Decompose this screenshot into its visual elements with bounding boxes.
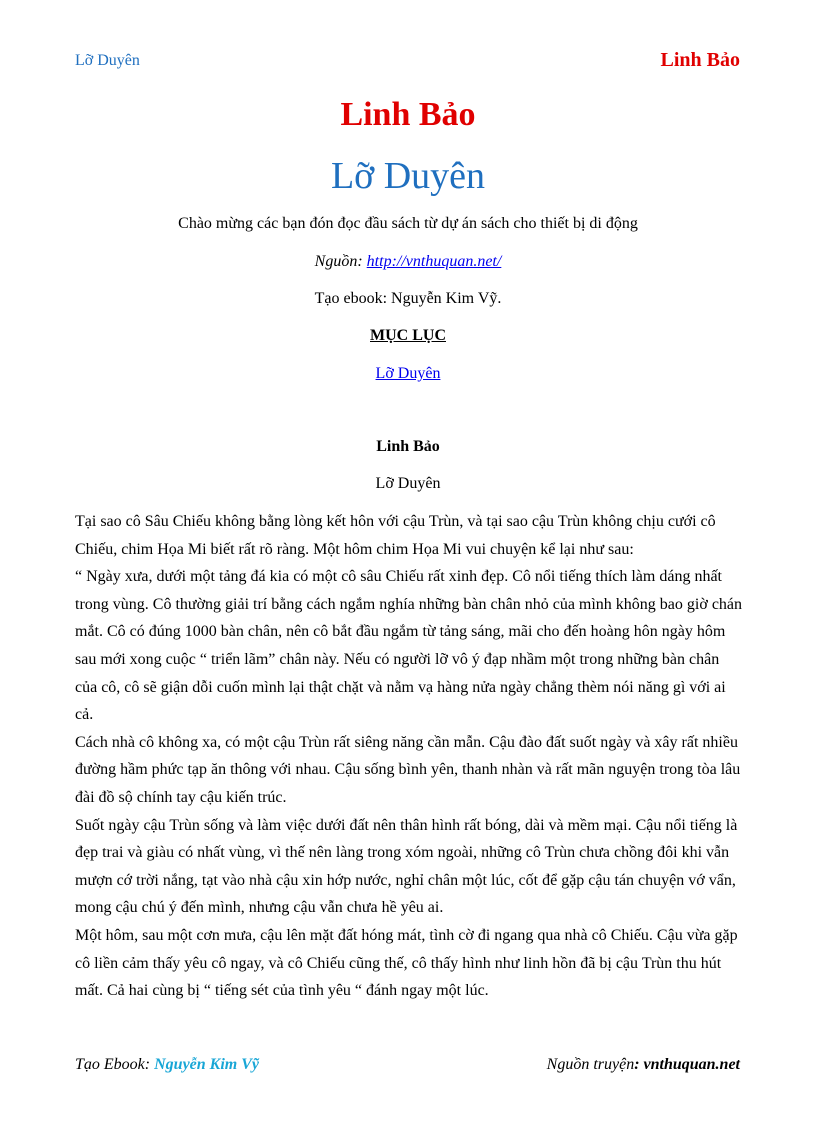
footer-source-sep: : bbox=[634, 1056, 644, 1073]
toc-link[interactable]: Lỡ Duyên bbox=[375, 365, 441, 382]
section-title: Lỡ Duyên bbox=[375, 475, 441, 492]
source-line bbox=[0, 253, 816, 271]
toc-heading: MỤC LỤC bbox=[370, 327, 446, 344]
paragraph: Một hôm, sau một cơn mưa, cậu lên mặt đất hóng mát, tình cờ đi ngang qua nhà cô Chiếu. Cậu vừa gặp cô liền cảm thấy yêu cô ngay, và cô Chiếu cũng thế, cô thấy hình như linh hồn đã bị cậu Trùn thu hút mất. Cả hai cùng bị “ tiếng sét của tình yêu “ đánh ngay một lúc. bbox=[75, 926, 738, 1000]
paragraph: “ Ngày xưa, dưới một tảng đá kia có một cô sâu Chiếu rất xinh đẹp. Cô nổi tiếng thích làm dáng nhất trong vùng. Cô thường giải trí bằng cách ngắm nghía những bàn chân nhỏ của mình không bao giờ chán mắt. Cô có đúng 1000 bàn chân, nên cô bắt đầu ngắm từ tảng sáng, mãi cho đến hoàng hôn ngày hôm sau mới xong cuộc “ triển lãm” chân này. Nếu có người lỡ vô ý đạp nhầm một trong những bàn chân của cô, cô sẽ giận dỗi cuốn mình lại thật chặt và nằm vạ hàng nửa ngày chẳng thèm nói năng gì với ai cả. bbox=[75, 568, 743, 724]
footer-source-site: vnthuquan.net bbox=[643, 1056, 740, 1073]
footer-creator-label: Tạo Ebook bbox=[75, 1056, 145, 1073]
title-book: Lỡ Duyên bbox=[330, 155, 486, 197]
footer-creator-sep: : bbox=[144, 1056, 155, 1073]
footer-source bbox=[547, 1056, 740, 1074]
source-label: Nguồn: bbox=[314, 253, 367, 270]
ebook-creator: Tạo ebook: Nguyễn Kim Vỹ. bbox=[314, 290, 502, 307]
paragraph: Tại sao cô Sâu Chiếu không bằng lòng kết hôn với cậu Trùn, và tại sao cậu Trùn không chịu cưới cô Chiếu, chim Họa Mi biết rất rõ ràng. Một hôm chim Họa Mi vui chuyện kể lại như sau: bbox=[75, 513, 716, 558]
source-link[interactable]: http://vnthuquan.net/ bbox=[366, 253, 502, 270]
header-author: Linh Bảo bbox=[660, 49, 740, 71]
footer-creator-name: Nguyễn Kim Vỹ bbox=[154, 1056, 259, 1073]
story-body bbox=[75, 508, 745, 1005]
welcome-text: Chào mừng các bạn đón đọc đầu sách từ dự án sách cho thiết bị di động bbox=[178, 215, 638, 232]
title-author: Linh Bảo bbox=[340, 96, 476, 133]
section-author: Linh Bảo bbox=[376, 438, 440, 455]
header-book-title: Lỡ Duyên bbox=[75, 52, 140, 69]
paragraph: Suốt ngày cậu Trùn sống và làm việc dưới đất nên thân hình rất bóng, dài và mềm mại. Cậu nổi tiếng là đẹp trai và giàu có nhất vùng, vì thế nên làng trong xóm ngoài, những cô Trùn chưa chồng đôi khi vẫn mượn cớ trời nắng, tạt vào nhà cậu xin hớp nước, nghỉ chân một lúc, cốt để gặp cậu tán chuyện vớ vẩn, mong cậu chú ý đến mình, nhưng cậu vẫn chưa hề yêu ai. bbox=[75, 816, 738, 917]
footer-source-label: Nguồn truyện bbox=[546, 1056, 635, 1073]
paragraph: Cách nhà cô không xa, có một cậu Trùn rất siêng năng cần mẫn. Cậu đào đất suốt ngày và xây rất nhiều đường hầm phức tạp ăn thông với nhau. Cậu sống bình yên, thanh nhàn và rất mãn nguyện trong tòa lâu đài đồ sộ chính tay cậu kiến trúc. bbox=[75, 733, 741, 806]
footer-creator bbox=[75, 1056, 259, 1074]
